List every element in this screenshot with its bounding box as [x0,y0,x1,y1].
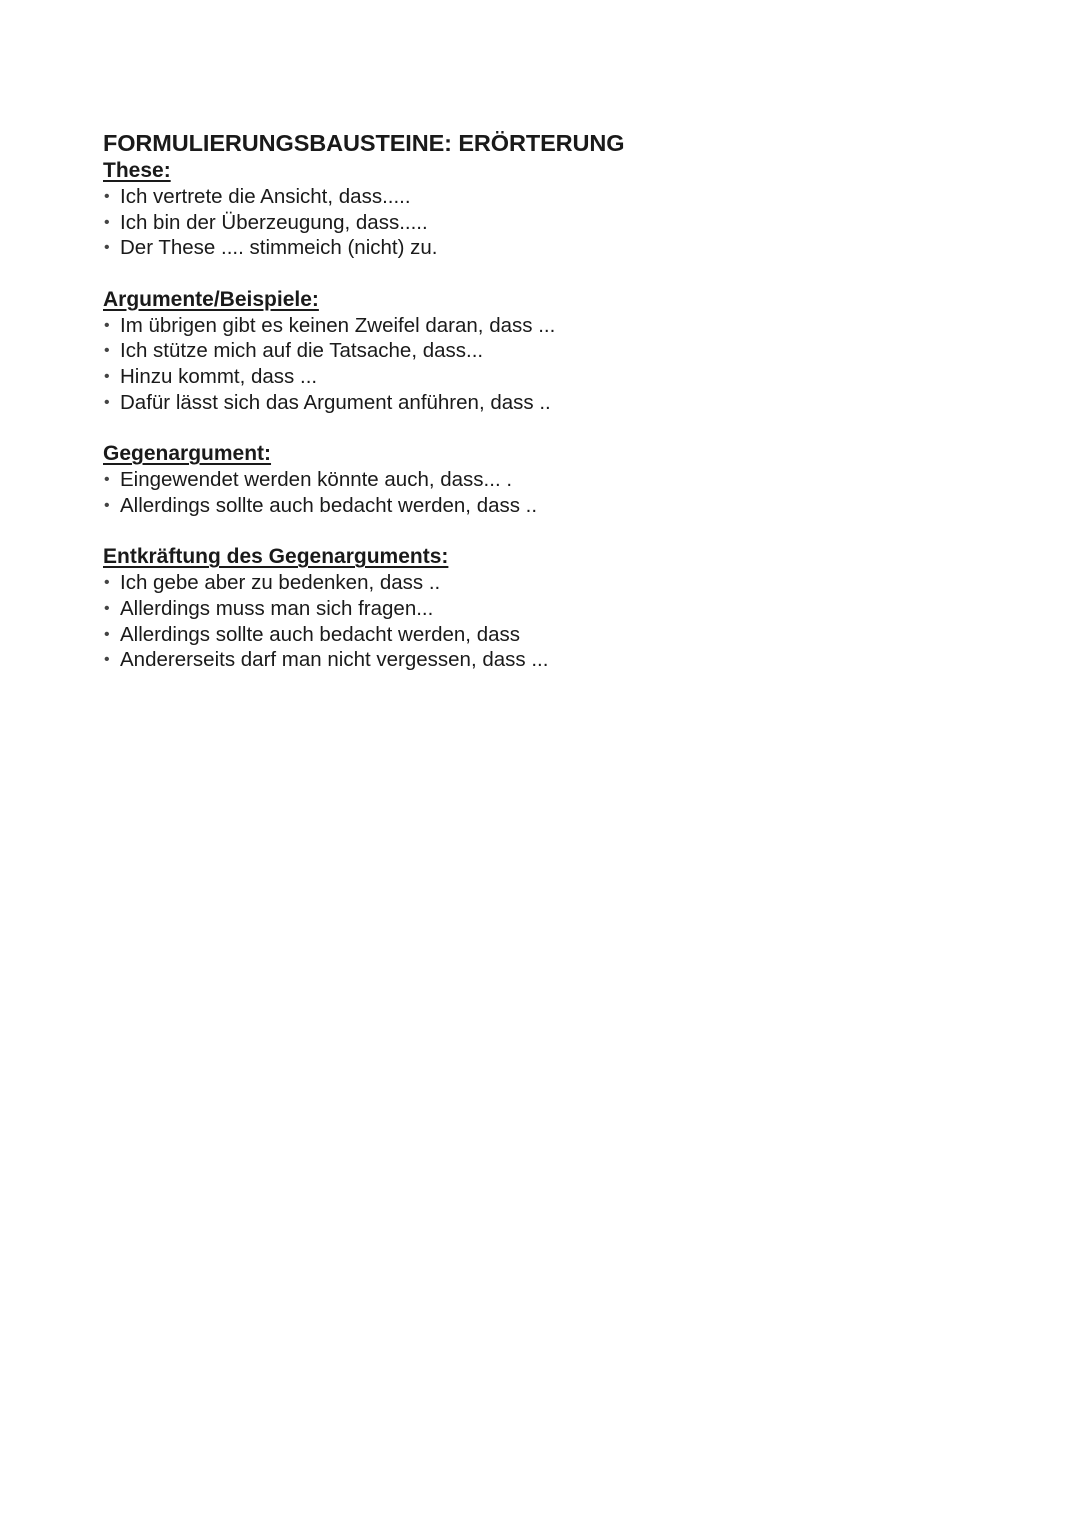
list-item: • Eingewendet werden könnte auch, dass... . [104,468,513,492]
section-argumente [103,287,903,415]
bullet-icon: • [104,496,110,514]
list-item: • Allerdings sollte auch bedacht werden, dass [104,622,520,646]
section-entkraeftung [103,544,903,672]
bullet-icon: • [104,342,110,360]
bullet-icon: • [104,239,110,257]
list-item: • Ich bin der Überzeugung, dass..... [104,210,428,234]
bullet-list [103,184,903,261]
section-heading: These: [103,159,171,182]
list-item: • Hinzu kommt, dass ... [104,364,318,388]
list-item: • Dafür lässt sich das Argument anführen, dass .. [104,390,551,414]
bullet-icon: • [104,213,110,231]
bullet-list [103,467,903,518]
list-item: • Andererseits darf man nicht vergessen, dass ... [104,648,549,672]
list-item: • Ich gebe aber zu bedenken, dass .. [104,571,441,595]
list-item: • Allerdings sollte auch bedacht werden, dass .. [104,493,538,517]
document-content [103,128,903,699]
section-gegenargument [103,441,903,518]
bullet-icon: • [104,188,110,205]
document-title: FORMULIERUNGSBAUSTEINE: ERÖRTERUNG [103,130,625,156]
bullet-list [103,313,903,415]
bullet-icon: • [104,651,110,669]
list-item: • Ich vertrete die Ansicht, dass..... [104,185,411,208]
section-heading: Entkräftung des Gegenarguments: [103,545,449,569]
bullet-icon: • [104,393,110,411]
list-item: • Allerdings muss man sich fragen... [104,596,434,620]
bullet-list [103,570,903,672]
list-item: • Im übrigen gibt es keinen Zweifel daran, dass ... [104,313,556,337]
bullet-icon: • [104,574,110,592]
bullet-icon: • [104,599,110,617]
section-these [103,158,903,261]
bullet-icon: • [104,625,110,643]
bullet-icon: • [104,367,110,385]
bullet-icon: • [104,316,110,334]
bullet-icon: • [104,471,110,489]
list-item: • Der These .... stimmeich (nicht) zu. [104,236,438,260]
section-heading: Gegenargument: [103,442,272,466]
list-item: • Ich stütze mich auf die Tatsache, dass... [104,339,484,363]
section-heading: Argumente/Beispiele: [103,287,319,311]
